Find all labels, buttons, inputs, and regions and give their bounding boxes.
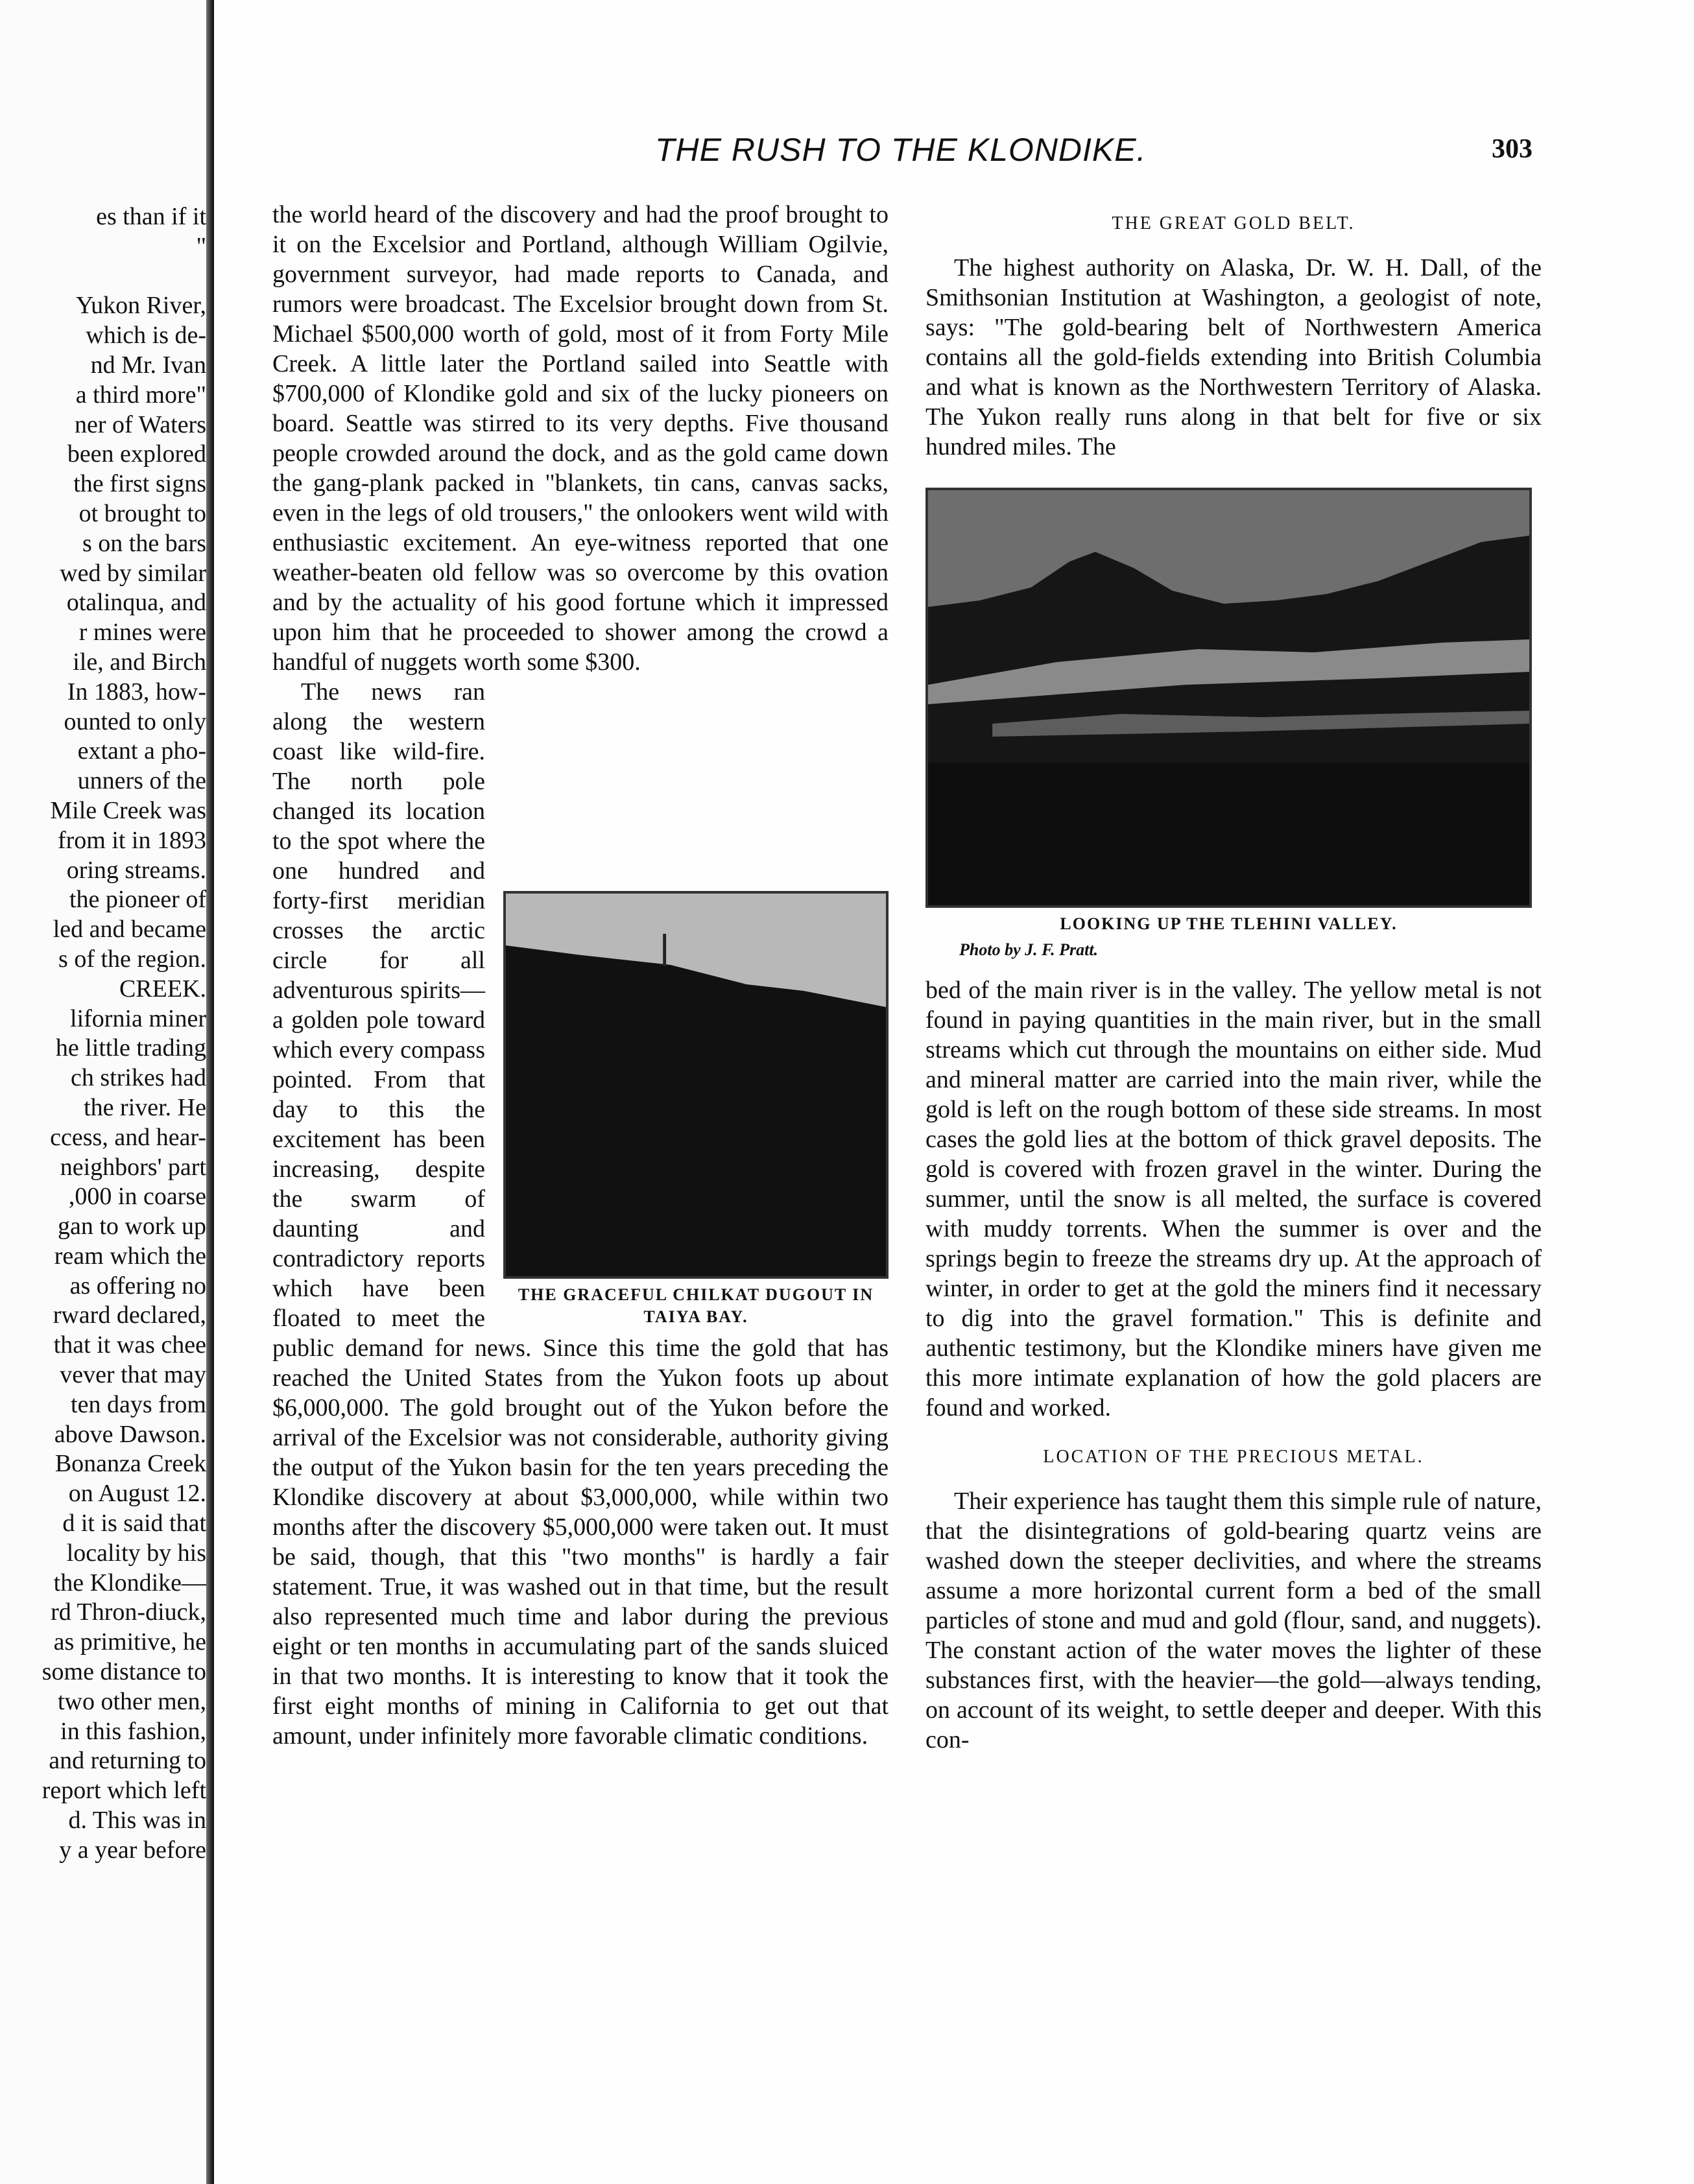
tlehini-valley-figure [925, 488, 1532, 965]
left-fragment-line: and returning to [49, 1747, 206, 1775]
right-column [925, 200, 1542, 1755]
left-fragment-line: In 1883, how- [67, 678, 206, 706]
figure-caption: THE GRACEFUL CHILKAT DUGOUT IN TAIYA BAY. [518, 1285, 874, 1326]
left-fragment-line: lifornia miner [70, 1004, 206, 1032]
left-fragment-line: the river. He [84, 1093, 206, 1121]
section-heading: THE GREAT GOLD BELT. [1112, 213, 1355, 233]
tlehini-valley-photo [925, 488, 1532, 908]
left-fragment-line: report which left [42, 1777, 206, 1805]
left-fragment-line: as offering no [69, 1272, 206, 1300]
left-fragment-line: that it was chee [53, 1331, 206, 1359]
left-fragment-line: y a year before [59, 1836, 206, 1864]
left-fragment-line: ounted to only [64, 707, 206, 735]
left-fragment-line: s of the region. [58, 945, 206, 973]
paragraph: bed of the main river is in the valley. The yellow metal is not found in paying quantities in the main river, but in the small streams which cut through the mountains on either side. Mud and mineral matter are carried into the main river, while the gold is left on the rough bottom of these side streams. In most cases the gold lies at the bottom of thick gravel deposits. The gold is covered with frozen gravel in the winter. During the summer, until the snow is all melted, the surface is covered with muddy torrents. When the summer is over and the springs begin to freeze the streams dry up. At the approach of winter, in order to get at the gold the miners find it necessary to dig into the gravel formation." This is definite and authentic testimony, but the Klondike miners have given me this more intimate explanation of how the gold placers are found and worked. [925, 977, 1542, 1421]
left-fragment-line: two other men, [57, 1687, 206, 1715]
left-fragment-line: he little trading [55, 1034, 206, 1062]
left-fragment-line: nd Mr. Ivan [90, 351, 206, 379]
photo-credit: Photo by J. F. Pratt. [959, 940, 1099, 959]
left-fragment-line: ten days from [71, 1390, 206, 1418]
left-fragment-line: r mines were [78, 619, 206, 647]
paragraph: the world heard of the discovery and had the proof brought to it on the Excelsior and Portland, although William Ogilvie, government surveyor, had made reports to Canada, and rumors were broadcast. The Excelsior brought down from St. Michael $500,000 worth of gold, most of it from Forty Mile Creek. A little later the Portland sailed into Seattle with $700,000 of Klondike gold and six of the lucky pioneers on board. Seattle was stirred to its very depths. Five thousand people crowded around the dock, and as the gold came down the gang-plank packed in "blankets, tin cans, canvas sacks, even in the legs of old trousers," the onlookers went wild with enthusiastic excitement. An eye-witness reported that one weather-beaten old fellow was so overcome by this ovation and by the actuality of his good fortune which it impressed upon him that he proceeded to shower among the crowd a handful of nuggets worth some $300. [272, 201, 889, 676]
left-fragment-line: " [196, 232, 206, 260]
left-fragment-line: in this fashion, [60, 1717, 206, 1745]
left-fragment-line: ch strikes had [71, 1064, 206, 1092]
left-fragment-line: extant a pho- [77, 737, 206, 765]
left-page-text [0, 202, 206, 1866]
running-head: THE RUSH TO THE KLONDIKE. [655, 132, 1147, 168]
left-fragment-line: CREEK. [119, 975, 206, 1003]
left-fragment-line: es than if it [96, 203, 206, 230]
paragraph: The highest authority on Alaska, Dr. W. H. Dall, of the Smithsonian Institution at Washington, a geologist of note, says: "The gold-bearing belt of Northwestern America contains all the gold-fields extending into British Columbia and what is known as the Northwestern Territory of Alaska. The Yukon really runs along in that belt for five or six hundred miles. The [925, 254, 1542, 460]
left-fragment-line: some distance to [42, 1658, 206, 1686]
left-fragment-line [0, 262, 206, 292]
left-page-fragment [0, 0, 208, 2184]
left-fragment-line: from it in 1893 [57, 826, 206, 854]
left-fragment-line: as primitive, he [53, 1628, 206, 1656]
left-fragment-line: ot brought to [78, 499, 206, 527]
chilkat-dugout-figure [503, 891, 889, 1328]
left-fragment-line: s on the bars [82, 529, 206, 557]
left-fragment-line: on August 12. [68, 1480, 206, 1508]
left-fragment-line: ccess, and hear- [50, 1123, 206, 1151]
left-fragment-line: Yukon River, [75, 292, 206, 320]
left-fragment-line: wed by similar [60, 559, 206, 587]
left-fragment-line: ,000 in coarse [68, 1183, 206, 1211]
left-fragment-line: unners of the [77, 767, 206, 795]
left-fragment-line: vever that may [60, 1361, 206, 1389]
left-fragment-line: Bonanza Creek [54, 1450, 206, 1478]
left-fragment-line: gan to work up [57, 1213, 206, 1240]
figure-caption: LOOKING UP THE TLEHINI VALLEY. [1060, 914, 1398, 933]
left-fragment-line: rward declared, [53, 1301, 206, 1329]
left-fragment-line: rd Thron-diuck, [51, 1598, 206, 1626]
left-fragment-line: the first signs [73, 470, 206, 498]
left-fragment-line: Mile Creek was [50, 796, 206, 824]
left-fragment-line: d. This was in [68, 1807, 206, 1834]
middle-column [272, 200, 889, 1751]
left-fragment-line: the pioneer of [69, 886, 206, 914]
left-fragment-line: led and became [53, 916, 206, 944]
left-fragment-line: otalinqua, and [66, 589, 206, 617]
left-fragment-line: ner of Waters [74, 410, 206, 438]
page-number: 303 [1492, 134, 1533, 164]
paragraph: The news ran along the western coast like wild-fire. The north pole changed its location to the spot where the one hundred and forty-first meridian crosses the arctic circle for all adventurous spirits—a golden pole toward which every compass pointed. From that day to this the excitement has been increasing, despite the swarm of daunting and contradictory reports which have been floated to meet the public demand for news. Since this time the gold that has reached the United States from the Yukon foots up about $6,000,000. The gold brought out of the Yukon before the arrival of the Excelsior was not considerable, authority giving the output of the Yukon basin for the ten years preceding the Klondike discovery at about $3,000,000, while within two months after the discovery $5,000,000 were taken out. It must be said, though, that this "two months" is hardly a fair statement. True, it was washed out in that time, but the result also represented much time and labor during the previous eight or ten months in accumulating part of the sands sluiced in that two months. It is interesting to know that it took the first eight months of mining in California to get out that amount, under infinitely more favorable climatic conditions. [272, 678, 889, 1750]
left-fragment-line: a third more" [75, 381, 206, 409]
section-heading: LOCATION OF THE PRECIOUS METAL. [1043, 1447, 1424, 1467]
left-fragment-line: d it is said that [62, 1510, 206, 1537]
left-fragment-line: locality by his [66, 1539, 206, 1567]
left-fragment-line: which is de- [86, 322, 206, 350]
left-fragment-line: been explored [67, 440, 206, 468]
left-fragment-line: neighbors' part [60, 1153, 206, 1181]
left-fragment-line: ile, and Birch [73, 648, 206, 676]
left-fragment-line: oring streams. [66, 856, 206, 884]
paragraph: Their experience has taught them this simple rule of nature, that the disintegrations of gold-bearing quartz veins are washed down the steeper declivities, and where the streams assume a more horizontal current form a bed of the small particles of stone and mud and gold (flour, sand, and nuggets). The constant action of the water moves the lighter of these substances first, with the heavier—the gold—always tending, on account of its weight, to settle deeper and deeper. With this con- [925, 1488, 1542, 1753]
left-fragment-line: the Klondike— [53, 1569, 206, 1596]
left-fragment-line: ream which the [54, 1242, 206, 1270]
chilkat-dugout-photo [503, 891, 889, 1279]
left-fragment-line: above Dawson. [54, 1420, 206, 1448]
